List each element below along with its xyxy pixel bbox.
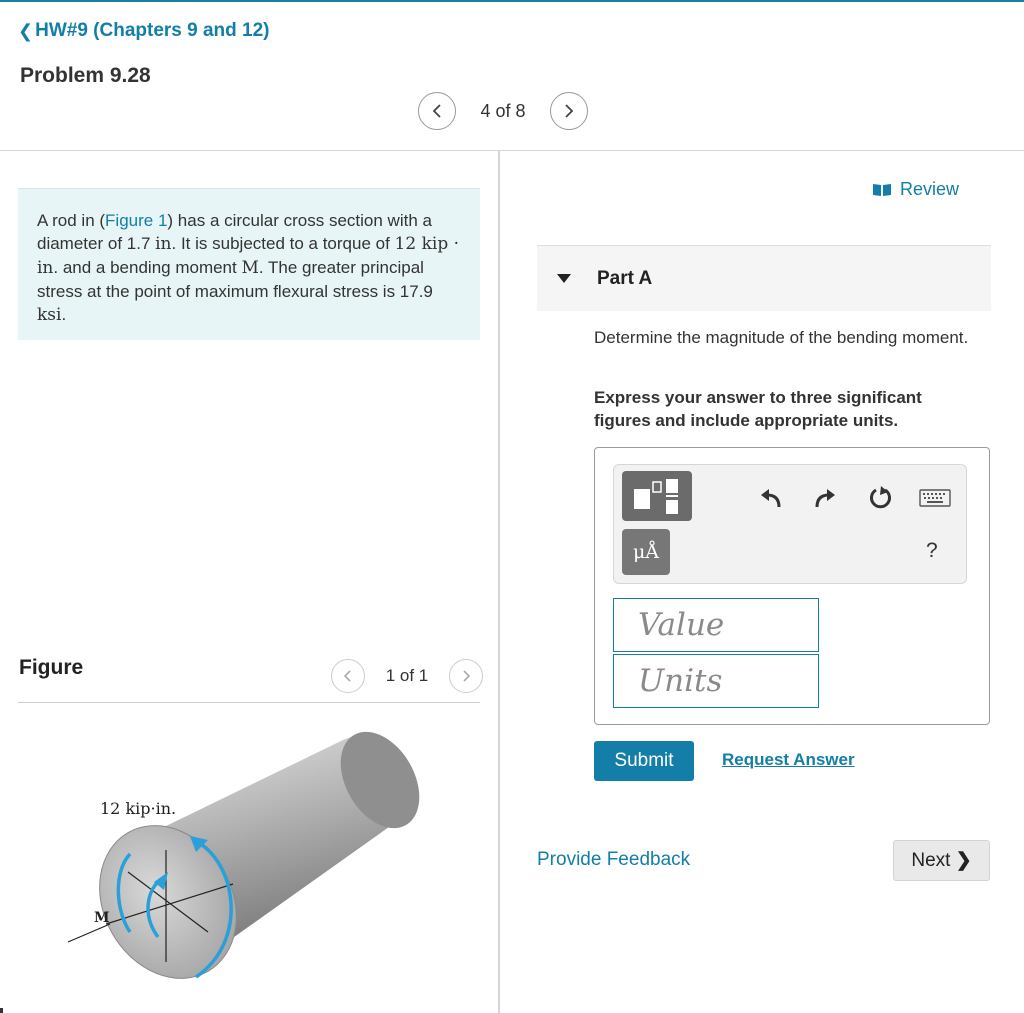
previous-problem-button[interactable] <box>418 92 456 130</box>
redo-button[interactable] <box>810 483 840 513</box>
chevron-left-icon: ❮ <box>18 20 34 41</box>
answer-instruction: Express your answer to three significant figures and include appropriate units. <box>594 388 922 430</box>
problem-text: . It is subjected to a torque of <box>171 234 395 253</box>
torque-value: 12 kip · in <box>37 234 460 278</box>
collapse-triangle-icon <box>557 274 571 283</box>
chevron-left-icon <box>431 103 443 119</box>
chevron-right-icon <box>563 103 575 119</box>
review-label: Review <box>900 179 960 199</box>
units-input[interactable] <box>613 654 819 708</box>
figure-heading: Figure <box>19 656 84 679</box>
next-figure-button[interactable] <box>449 659 483 693</box>
problem-text: ) has a circular cross section with a diameter of 1.7 <box>37 211 432 253</box>
problem-pager <box>418 92 588 130</box>
submit-button[interactable]: Submit <box>594 741 694 781</box>
reset-icon <box>868 485 894 511</box>
figure-divider <box>18 702 480 703</box>
undo-icon <box>759 487 783 509</box>
templates-button[interactable] <box>622 471 692 521</box>
corner-mark <box>0 1008 3 1013</box>
problem-statement <box>18 188 480 340</box>
chevron-right-icon: ❯ <box>955 850 972 871</box>
problem-text: A rod in ( <box>37 211 106 230</box>
undo-button[interactable] <box>756 483 786 513</box>
value-input[interactable] <box>613 598 819 652</box>
unit-ksi: ksi <box>37 305 62 325</box>
problem-text: . and a bending moment <box>53 258 242 277</box>
top-accent-rule <box>0 0 1024 2</box>
question-text: Determine the magnitude of the bending moment. <box>594 328 969 347</box>
chevron-left-icon <box>343 669 353 683</box>
rod-figure <box>18 712 480 1002</box>
assignment-title: HW#9 (Chapters 9 and 12) <box>35 20 270 41</box>
problem-position: 4 of 8 <box>480 100 526 121</box>
templates-icon <box>622 471 692 521</box>
help-button[interactable]: ? <box>926 539 938 562</box>
back-to-assignment-link[interactable] <box>18 20 270 42</box>
math-toolbar <box>613 464 967 584</box>
book-icon <box>872 183 892 197</box>
previous-figure-button[interactable] <box>331 659 365 693</box>
column-divider <box>498 151 500 1013</box>
unit-in: in <box>155 234 172 254</box>
answer-panel <box>594 447 990 725</box>
keyboard-button[interactable] <box>918 483 952 513</box>
problem-title: Problem 9.28 <box>20 64 151 87</box>
figure-link[interactable]: Figure 1 <box>105 211 168 230</box>
torque-label: 12 kip·in. <box>100 799 177 818</box>
units-button[interactable]: μÅ <box>622 529 670 575</box>
header-divider <box>0 150 1024 151</box>
next-label: Next <box>911 850 951 871</box>
figure-position: 1 of 1 <box>385 666 429 685</box>
provide-feedback-link[interactable]: Provide Feedback <box>537 849 691 870</box>
chevron-right-icon <box>461 669 471 683</box>
moment-label: M <box>94 910 110 926</box>
keyboard-icon <box>919 488 951 508</box>
request-answer-link[interactable]: Request Answer <box>722 750 855 769</box>
figure-pager <box>331 659 483 693</box>
part-a-label: Part A <box>597 267 653 289</box>
problem-text: . <box>61 305 67 324</box>
next-button[interactable] <box>893 840 990 881</box>
part-a-header[interactable] <box>537 245 991 311</box>
next-problem-button[interactable] <box>550 92 588 130</box>
moment-symbol: M <box>241 258 259 278</box>
reset-button[interactable] <box>866 483 896 513</box>
review-link[interactable] <box>872 179 959 200</box>
problem-text: . The greater principal stress at the point of maximum flexural stress is 17.9 <box>37 258 433 301</box>
redo-icon <box>813 487 837 509</box>
